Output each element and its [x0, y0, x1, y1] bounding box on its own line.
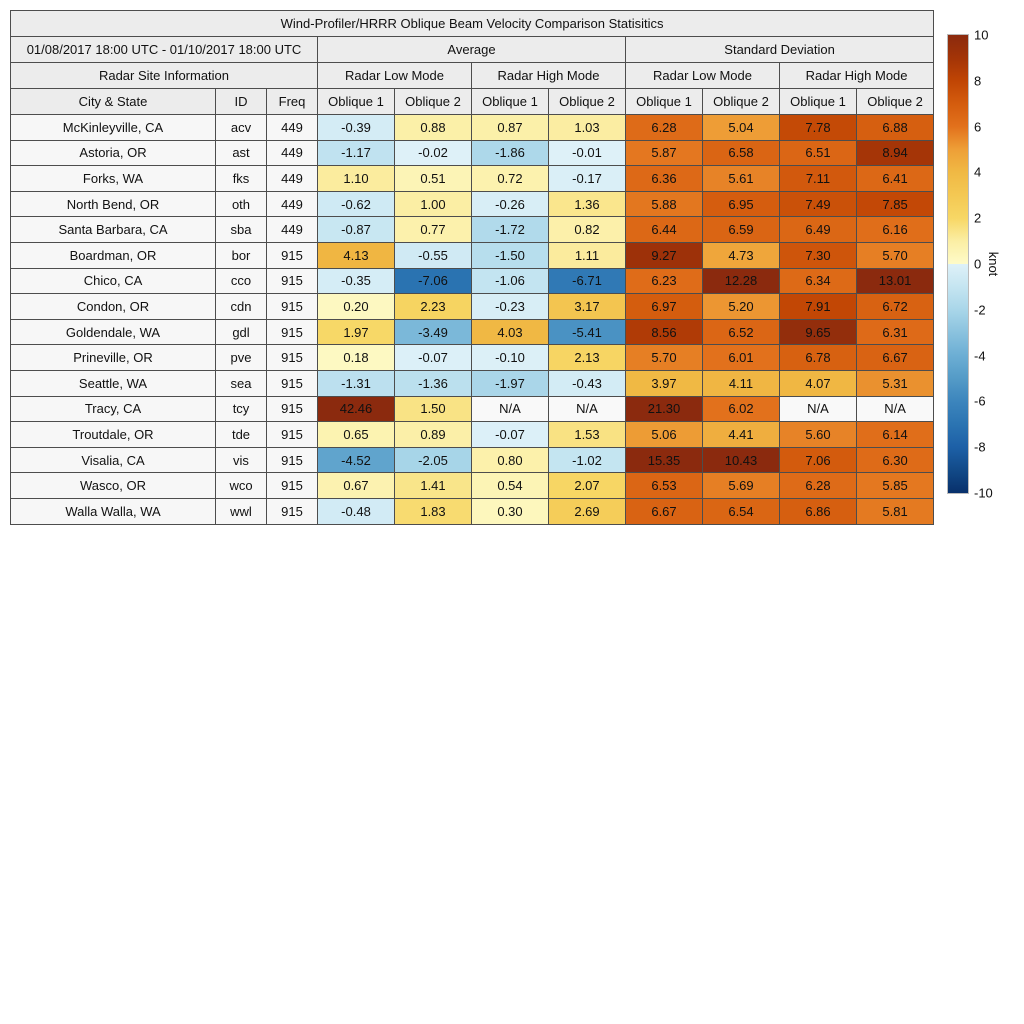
title-row — [11, 11, 934, 37]
cell-freq: 915 — [267, 319, 318, 345]
cell-value: 13.01 — [857, 268, 934, 294]
cell-value: -0.62 — [318, 191, 395, 217]
colorbar-tick-label: -10 — [974, 485, 993, 501]
cell-value: 6.41 — [857, 166, 934, 192]
colorbar-tick-label: -6 — [974, 393, 986, 409]
table-row — [11, 242, 934, 268]
cell-id: acv — [216, 115, 267, 141]
cell-value: 6.51 — [780, 140, 857, 166]
cell-value: N/A — [857, 396, 934, 422]
cell-id: pve — [216, 345, 267, 371]
cell-value: 6.88 — [857, 115, 934, 141]
cell-value: -1.31 — [318, 370, 395, 396]
cell-freq: 915 — [267, 242, 318, 268]
colorbar-tick-label: 2 — [974, 210, 982, 226]
colorbar-gradient — [948, 35, 968, 493]
group-header-row — [11, 37, 934, 63]
header-city-state: City & State — [11, 89, 216, 115]
cell-value: 1.50 — [395, 396, 472, 422]
cell-value: 7.49 — [780, 191, 857, 217]
header-oblique-2: Oblique 2 — [857, 89, 934, 115]
cell-city: North Bend, OR — [11, 191, 216, 217]
cell-value: 6.95 — [703, 191, 780, 217]
table-header — [11, 11, 934, 115]
cell-freq: 915 — [267, 396, 318, 422]
cell-value: 10.43 — [703, 447, 780, 473]
cell-value: 6.97 — [626, 294, 703, 320]
cell-id: cdn — [216, 294, 267, 320]
cell-value: -0.26 — [472, 191, 549, 217]
table-row — [11, 115, 934, 141]
cell-value: 0.54 — [472, 473, 549, 499]
cell-value: 6.78 — [780, 345, 857, 371]
cell-value: 5.85 — [857, 473, 934, 499]
table-row — [11, 191, 934, 217]
cell-value: -7.06 — [395, 268, 472, 294]
cell-value: 5.20 — [703, 294, 780, 320]
cell-city: Wasco, OR — [11, 473, 216, 499]
table-row — [11, 268, 934, 294]
cell-city: Boardman, OR — [11, 242, 216, 268]
cell-value: -1.36 — [395, 370, 472, 396]
cell-value: 6.59 — [703, 217, 780, 243]
cell-id: vis — [216, 447, 267, 473]
cell-value: -1.50 — [472, 242, 549, 268]
cell-value: 6.58 — [703, 140, 780, 166]
cell-city: Astoria, OR — [11, 140, 216, 166]
cell-city: Walla Walla, WA — [11, 498, 216, 524]
cell-value: -0.07 — [395, 345, 472, 371]
cell-value: 2.13 — [549, 345, 626, 371]
cell-value: 6.28 — [626, 115, 703, 141]
column-header-row — [11, 89, 934, 115]
mode-header-row — [11, 63, 934, 89]
cell-value: 6.01 — [703, 345, 780, 371]
cell-freq: 915 — [267, 422, 318, 448]
header-standard-deviation: Standard Deviation — [626, 37, 934, 63]
header-site-info: Radar Site Information — [11, 63, 318, 89]
cell-value: 8.56 — [626, 319, 703, 345]
cell-value: 6.72 — [857, 294, 934, 320]
cell-value: 0.18 — [318, 345, 395, 371]
table-row — [11, 294, 934, 320]
cell-value: 5.06 — [626, 422, 703, 448]
cell-value: 0.51 — [395, 166, 472, 192]
cell-value: -1.86 — [472, 140, 549, 166]
cell-value: 0.30 — [472, 498, 549, 524]
colorbar — [948, 27, 1001, 501]
colorbar-tick-label: -8 — [974, 439, 986, 455]
table-title: Wind-Profiler/HRRR Oblique Beam Velocity Comparison Statisitics — [11, 11, 934, 37]
cell-value: 6.16 — [857, 217, 934, 243]
cell-value: 0.67 — [318, 473, 395, 499]
cell-value: 0.80 — [472, 447, 549, 473]
cell-value: 6.49 — [780, 217, 857, 243]
cell-value: 1.03 — [549, 115, 626, 141]
cell-value: 0.65 — [318, 422, 395, 448]
header-avg-high-mode: Radar High Mode — [472, 63, 626, 89]
cell-value: 42.46 — [318, 396, 395, 422]
stats-table — [10, 10, 934, 525]
cell-city: Forks, WA — [11, 166, 216, 192]
cell-value: 2.23 — [395, 294, 472, 320]
cell-value: 1.97 — [318, 319, 395, 345]
colorbar-tick-label: 10 — [974, 27, 989, 43]
cell-freq: 915 — [267, 447, 318, 473]
cell-value: 6.14 — [857, 422, 934, 448]
cell-id: sea — [216, 370, 267, 396]
cell-value: 0.89 — [395, 422, 472, 448]
cell-value: 7.85 — [857, 191, 934, 217]
header-oblique-2: Oblique 2 — [703, 89, 780, 115]
cell-value: 0.82 — [549, 217, 626, 243]
cell-value: 7.78 — [780, 115, 857, 141]
cell-value: 6.31 — [857, 319, 934, 345]
cell-value: 4.03 — [472, 319, 549, 345]
cell-value: 9.65 — [780, 319, 857, 345]
cell-value: 7.91 — [780, 294, 857, 320]
header-oblique-2: Oblique 2 — [395, 89, 472, 115]
cell-id: tde — [216, 422, 267, 448]
cell-freq: 915 — [267, 345, 318, 371]
cell-freq: 915 — [267, 370, 318, 396]
header-oblique-1: Oblique 1 — [472, 89, 549, 115]
cell-value: 3.97 — [626, 370, 703, 396]
table-row — [11, 319, 934, 345]
cell-value: 6.67 — [626, 498, 703, 524]
cell-value: 5.87 — [626, 140, 703, 166]
cell-value: -3.49 — [395, 319, 472, 345]
header-std-low-mode: Radar Low Mode — [626, 63, 780, 89]
cell-id: gdl — [216, 319, 267, 345]
cell-value: -0.10 — [472, 345, 549, 371]
cell-value: -0.39 — [318, 115, 395, 141]
cell-value: -0.23 — [472, 294, 549, 320]
cell-value: 6.67 — [857, 345, 934, 371]
cell-value: 1.11 — [549, 242, 626, 268]
cell-value: N/A — [549, 396, 626, 422]
table-row — [11, 498, 934, 524]
header-average: Average — [318, 37, 626, 63]
cell-value: 4.07 — [780, 370, 857, 396]
cell-value: 1.10 — [318, 166, 395, 192]
cell-value: 6.34 — [780, 268, 857, 294]
table-row — [11, 422, 934, 448]
cell-value: -5.41 — [549, 319, 626, 345]
cell-value: 5.69 — [703, 473, 780, 499]
cell-value: 2.69 — [549, 498, 626, 524]
cell-value: 1.41 — [395, 473, 472, 499]
cell-id: fks — [216, 166, 267, 192]
cell-value: -0.87 — [318, 217, 395, 243]
cell-value: 6.52 — [703, 319, 780, 345]
cell-id: cco — [216, 268, 267, 294]
cell-city: Seattle, WA — [11, 370, 216, 396]
cell-freq: 449 — [267, 191, 318, 217]
colorbar-tick-label: -2 — [974, 302, 986, 318]
cell-value: 7.30 — [780, 242, 857, 268]
cell-value: -1.72 — [472, 217, 549, 243]
cell-value: 6.02 — [703, 396, 780, 422]
cell-value: 7.06 — [780, 447, 857, 473]
cell-freq: 915 — [267, 473, 318, 499]
header-freq: Freq — [267, 89, 318, 115]
cell-value: -6.71 — [549, 268, 626, 294]
cell-value: -0.07 — [472, 422, 549, 448]
header-id: ID — [216, 89, 267, 115]
cell-value: 0.77 — [395, 217, 472, 243]
cell-id: bor — [216, 242, 267, 268]
cell-value: 6.44 — [626, 217, 703, 243]
header-oblique-1: Oblique 1 — [780, 89, 857, 115]
cell-city: Tracy, CA — [11, 396, 216, 422]
cell-value: 3.17 — [549, 294, 626, 320]
cell-value: 12.28 — [703, 268, 780, 294]
cell-freq: 449 — [267, 140, 318, 166]
cell-city: Prineville, OR — [11, 345, 216, 371]
cell-value: -1.97 — [472, 370, 549, 396]
table-row — [11, 447, 934, 473]
cell-value: 1.00 — [395, 191, 472, 217]
cell-id: tcy — [216, 396, 267, 422]
cell-value: -0.55 — [395, 242, 472, 268]
colorbar-tick-label: 4 — [974, 164, 982, 180]
cell-value: 21.30 — [626, 396, 703, 422]
cell-id: oth — [216, 191, 267, 217]
header-date-range: 01/08/2017 18:00 UTC - 01/10/2017 18:00 UTC — [11, 37, 318, 63]
cell-value: 6.36 — [626, 166, 703, 192]
cell-freq: 915 — [267, 294, 318, 320]
cell-value: -0.02 — [395, 140, 472, 166]
cell-value: 4.13 — [318, 242, 395, 268]
cell-value: N/A — [780, 396, 857, 422]
cell-value: -0.17 — [549, 166, 626, 192]
cell-value: 6.28 — [780, 473, 857, 499]
cell-value: -1.06 — [472, 268, 549, 294]
table-row — [11, 370, 934, 396]
table-row — [11, 217, 934, 243]
cell-freq: 915 — [267, 498, 318, 524]
cell-value: 6.30 — [857, 447, 934, 473]
cell-freq: 449 — [267, 166, 318, 192]
cell-value: 6.23 — [626, 268, 703, 294]
cell-value: 1.83 — [395, 498, 472, 524]
cell-value: -1.02 — [549, 447, 626, 473]
cell-value: -0.43 — [549, 370, 626, 396]
table-row — [11, 396, 934, 422]
cell-value: 0.88 — [395, 115, 472, 141]
cell-value: -2.05 — [395, 447, 472, 473]
table-row — [11, 473, 934, 499]
table-row — [11, 140, 934, 166]
cell-freq: 449 — [267, 115, 318, 141]
header-std-high-mode: Radar High Mode — [780, 63, 934, 89]
cell-value: 8.94 — [857, 140, 934, 166]
cell-city: Santa Barbara, CA — [11, 217, 216, 243]
table-body — [11, 115, 934, 525]
cell-value: 15.35 — [626, 447, 703, 473]
cell-value: 5.60 — [780, 422, 857, 448]
cell-value: -1.17 — [318, 140, 395, 166]
cell-city: Troutdale, OR — [11, 422, 216, 448]
header-oblique-1: Oblique 1 — [318, 89, 395, 115]
cell-value: -4.52 — [318, 447, 395, 473]
cell-freq: 915 — [267, 268, 318, 294]
cell-value: 4.41 — [703, 422, 780, 448]
colorbar-tick-label: -4 — [974, 348, 986, 364]
cell-city: Visalia, CA — [11, 447, 216, 473]
cell-value: 5.61 — [703, 166, 780, 192]
cell-value: 6.53 — [626, 473, 703, 499]
colorbar-tick-label: 6 — [974, 119, 982, 135]
cell-value: 0.87 — [472, 115, 549, 141]
cell-city: Goldendale, WA — [11, 319, 216, 345]
cell-value: 5.88 — [626, 191, 703, 217]
cell-value: 4.11 — [703, 370, 780, 396]
cell-value: -0.01 — [549, 140, 626, 166]
table-row — [11, 345, 934, 371]
cell-value: 6.54 — [703, 498, 780, 524]
cell-value: 5.70 — [626, 345, 703, 371]
colorbar-tick-label: 8 — [974, 73, 982, 89]
cell-value: 5.31 — [857, 370, 934, 396]
cell-id: wco — [216, 473, 267, 499]
cell-value: 2.07 — [549, 473, 626, 499]
cell-value: 7.11 — [780, 166, 857, 192]
cell-city: McKinleyville, CA — [11, 115, 216, 141]
cell-value: 0.20 — [318, 294, 395, 320]
cell-value: 9.27 — [626, 242, 703, 268]
cell-id: ast — [216, 140, 267, 166]
cell-value: 5.04 — [703, 115, 780, 141]
cell-city: Condon, OR — [11, 294, 216, 320]
cell-freq: 449 — [267, 217, 318, 243]
cell-value: -0.35 — [318, 268, 395, 294]
cell-value: 0.72 — [472, 166, 549, 192]
cell-id: wwl — [216, 498, 267, 524]
colorbar-tick-label: 0 — [974, 256, 982, 272]
header-oblique-1: Oblique 1 — [626, 89, 703, 115]
cell-value: 1.53 — [549, 422, 626, 448]
cell-value: 6.86 — [780, 498, 857, 524]
cell-value: 1.36 — [549, 191, 626, 217]
cell-value: N/A — [472, 396, 549, 422]
cell-value: 5.81 — [857, 498, 934, 524]
colorbar-unit-label: knot — [986, 251, 1001, 277]
cell-value: 5.70 — [857, 242, 934, 268]
cell-city: Chico, CA — [11, 268, 216, 294]
cell-id: sba — [216, 217, 267, 243]
cell-value: -0.48 — [318, 498, 395, 524]
header-oblique-2: Oblique 2 — [549, 89, 626, 115]
header-avg-low-mode: Radar Low Mode — [318, 63, 472, 89]
cell-value: 4.73 — [703, 242, 780, 268]
table-row — [11, 166, 934, 192]
